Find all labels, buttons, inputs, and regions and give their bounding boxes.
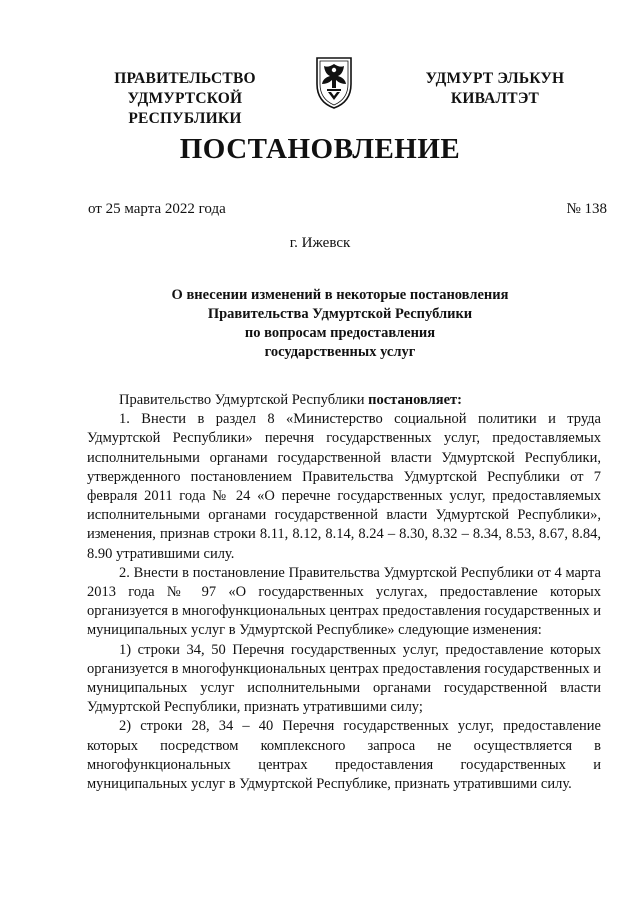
- document-number: № 138: [566, 201, 607, 217]
- paragraph-1: 1. Внести в раздел 8 «Министерство социальной политики и труда Удмуртской Республики» перечня государственных услуг, предоставляемых исполнительными органами государственной власти Удмуртской Республики, утвержденного постановлением Правительства Удмуртской Республики от 7 февраля 2011 года № 24 «О перечне государственных услуг, предоставляемых исполнительными органами государственной власти Удмуртской Республики», изменения, признав строки 8.11, 8.12, 8.14, 8.24 – 8.30, 8.32 – 8.34, 8.53, 8.67, 8.84, 8.90 утратившими силу.: [87, 411, 601, 562]
- paragraph-2: 2. Внести в постановление Правительства Удмуртской Республики от 4 марта 2013 года № 97 «О государственных услугах, предоставление которых организуется в многофункциональных центрах предоставления государственных и муниципальных услуг в Удмуртской Республике» следующие изменения:: [87, 564, 601, 639]
- intro-bold-verb: постановляет:: [368, 392, 462, 408]
- document-body: [87, 391, 601, 794]
- intro-text: Правительство Удмуртской Республики: [119, 392, 369, 408]
- intro-paragraph: [87, 391, 601, 410]
- document-city: г. Ижевск: [289, 235, 351, 251]
- subject-line2: Правительства Удмуртской Республики: [207, 306, 473, 322]
- document-subject: [150, 286, 530, 362]
- government-name-udm-line1: УДМУРТ ЭЛЬКУН: [425, 70, 565, 87]
- government-name-line1: ПРАВИТЕЛЬСТВО: [114, 70, 256, 87]
- coat-of-arms-icon: [314, 54, 354, 110]
- subject-line4: государственных услуг: [264, 344, 416, 360]
- document-title: ПОСТАНОВЛЕНИЕ: [179, 133, 461, 165]
- subject-line1: О внесении изменений в некоторые постановления: [171, 287, 509, 303]
- government-name-udm-line2: КИВАЛТЭТ: [450, 90, 540, 107]
- document-date: от 25 марта 2022 года: [88, 201, 226, 217]
- paragraph-2-item-1: 1) строки 34, 50 Перечня государственных услуг, предоставление которых организуется в многофункциональных центрах предоставления государственных и муниципальных услуг исполнительными органами государственной власти Удмуртской Республики, признать утратившими силу;: [87, 641, 601, 716]
- government-name-line2: УДМУРТСКОЙ РЕСПУБЛИКИ: [127, 90, 243, 127]
- header-right: [395, 69, 595, 109]
- header-left: [70, 69, 300, 129]
- paragraph-2-item-2: 2) строки 28, 34 – 40 Перечня государственных услуг, предоставление которых посредством комплексного запроса не осуществляется в многофункциональных центрах предоставления государственных и муниципальных услуг в Удмуртской Республике, признать утратившими силу.: [87, 718, 601, 793]
- subject-line3: по вопросам предоставления: [244, 325, 436, 341]
